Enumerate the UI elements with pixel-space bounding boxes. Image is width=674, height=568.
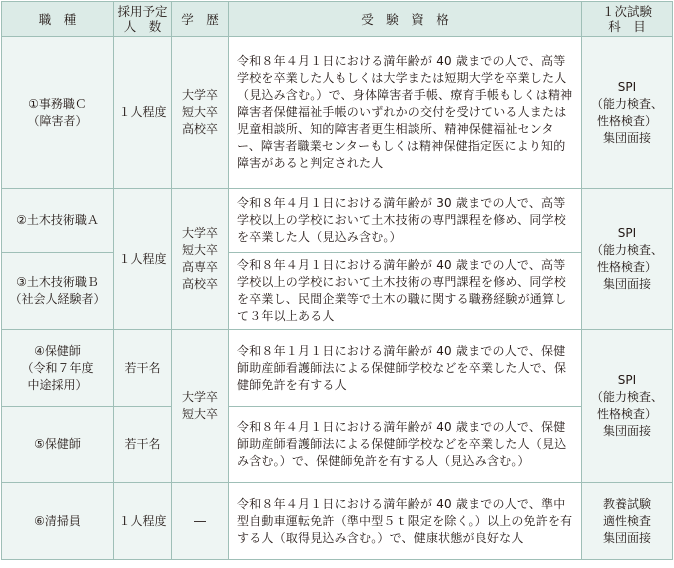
qualification-cell: 令和８年４月１日における満年齢が 40 歳までの人で、準中型自動車運転免許（準中型５ｔ限定を除く。）以上の免許を有する人（取得見込み含む。）で、健康状態が良好な人 — [229, 483, 582, 560]
qualification-cell: 令和８年４月１日における満年齢が 40 歳までの人で、高等学校以上の学校において土木技術の専門課程を修め、同学校を卒業し、民間企業等で土木の職に関する職務経験が通算して３年以上ある人 — [229, 253, 582, 330]
header-education: 学 歴 — [172, 2, 229, 37]
count-cell: 若干名 — [114, 330, 172, 407]
table-row — [2, 37, 673, 189]
count-cell: 若干名 — [114, 407, 172, 483]
exam-cell: SPI （能力検査、 性格検査） 集団面接 — [582, 189, 673, 330]
header-count: 採用予定 人 数 — [114, 2, 172, 37]
count-cell: １人程度 — [114, 37, 172, 189]
header-exam: １次試験 科 目 — [582, 2, 673, 37]
count-cell: １人程度 — [114, 483, 172, 560]
education-cell: 大学卒 短大卒 高校卒 — [172, 37, 229, 189]
job-cell: ①事務職Ｃ （障害者） — [2, 37, 114, 189]
exam-cell: SPI （能力検査、 性格検査） 集団面接 — [582, 37, 673, 189]
qualification-cell: 令和８年４月１日における満年齢が 40 歳までの人で、保健師助産師看護師法による保健師学校などを卒業した人（見込み含む。）で、保健師免許を有する人（見込み含む。） — [229, 407, 582, 483]
table-row — [2, 407, 673, 483]
table-row — [2, 253, 673, 330]
education-cell: ― — [172, 483, 229, 560]
qualification-cell: 令和８年４月１日における満年齢が 40 歳までの人で、高等学校を卒業した人もしくは大学または短期大学を卒業した人（見込み含む。）で、身体障害者手帳、療育手帳もしくは精神障害者保健福祉手帳のいずれかの交付を受けている人または児童相談所、知的障害者更生相談所、精神保健福祉センター、障害者職業センターもしくは精神保健指定医により知的障害があると判定された人 — [229, 37, 582, 189]
table-row — [2, 330, 673, 407]
header-job: 職 種 — [2, 2, 114, 37]
recruitment-table — [1, 1, 673, 560]
exam-cell: SPI （能力検査、 性格検査） 集団面接 — [582, 330, 673, 483]
count-cell: １人程度 — [114, 189, 172, 330]
job-cell: ③土木技術職Ｂ （社会人経験者） — [2, 253, 114, 330]
job-cell: ②土木技術職Ａ — [2, 189, 114, 253]
exam-cell: 教養試験 適性検査 集団面接 — [582, 483, 673, 560]
qualification-cell: 令和８年４月１日における満年齢が 30 歳までの人で、高等学校以上の学校において土木技術の専門課程を修め、同学校を卒業した人（見込み含む。） — [229, 189, 582, 253]
education-cell: 大学卒 短大卒 高専卒 高校卒 — [172, 189, 229, 330]
header-qualification: 受 験 資 格 — [229, 2, 582, 37]
qualification-cell: 令和８年１月１日における満年齢が 40 歳までの人で、保健師助産師看護師法による保健師学校などを卒業した人で、保健師免許を有する人 — [229, 330, 582, 407]
header-row — [2, 2, 673, 37]
job-cell: ⑤保健師 — [2, 407, 114, 483]
table-row — [2, 189, 673, 253]
education-cell: 大学卒 短大卒 — [172, 330, 229, 483]
job-cell: ⑥清掃員 — [2, 483, 114, 560]
job-cell: ④保健師 （令和７年度 中途採用） — [2, 330, 114, 407]
table-row — [2, 483, 673, 560]
